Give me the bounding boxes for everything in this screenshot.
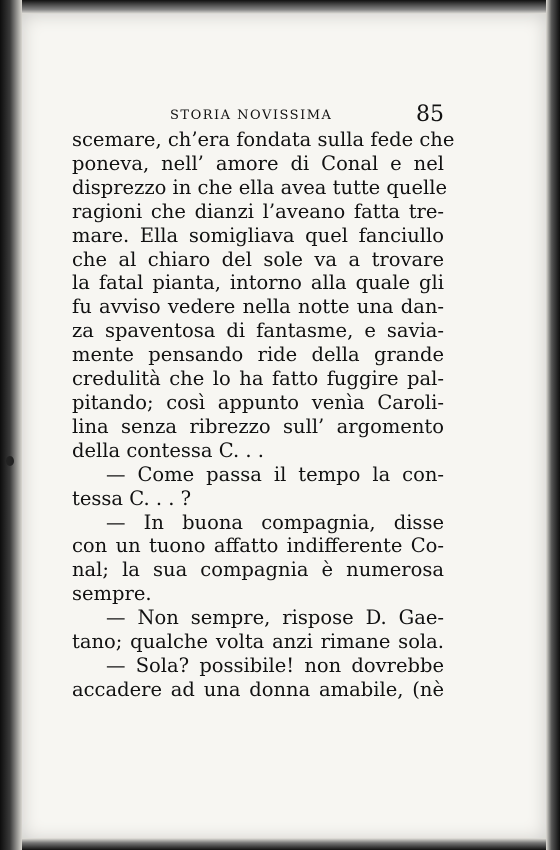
text-line: za spaventosa di fantasme, e savia-: [72, 319, 444, 343]
text-line: con un tuono affatto indifferente Co-: [72, 534, 444, 558]
scan-bottom-edge: [0, 838, 560, 850]
text-line: nal; la sua compagnia è numerosa: [72, 558, 444, 582]
scan-left-edge: [0, 0, 22, 850]
body-text: [72, 128, 455, 702]
ink-speck: [6, 456, 14, 466]
text-line: credulità che lo ha fatto fuggire pal-: [72, 367, 444, 391]
text-line: sempre.: [72, 582, 152, 606]
text-line: poneva, nell’ amore di Conal e nel: [72, 151, 444, 175]
text-line: della contessa C. . .: [72, 438, 264, 462]
text-line: che al chiaro del sole va a trovare: [72, 247, 444, 271]
running-head: STORIA NOVISSIMA: [170, 108, 333, 123]
text-line: la fatal pianta, intorno alla quale gli: [72, 271, 444, 295]
text-line: fu avviso vedere nella notte una dan-: [72, 295, 444, 319]
text-line: ragioni che dianzi l’aveano fatta tre-: [72, 199, 444, 223]
text-line: scemare, ch’era fondata sulla fede che: [72, 128, 455, 151]
text-line: — Come passa il tempo la con-: [106, 462, 444, 486]
text-line: tano; qualche volta anzi rimane sola.: [72, 630, 444, 654]
text-line: — Sola? possibile! non dovrebbe: [106, 653, 444, 677]
scan-right-edge: [546, 0, 560, 850]
text-line: lina senza ribrezzo sull’ argomento: [72, 414, 444, 438]
text-line: — Non sempre, rispose D. Gae-: [106, 606, 444, 630]
text-line: mente pensando ride della grande: [72, 343, 444, 367]
text-line: tessa C. . . ?: [72, 486, 192, 510]
text-line: accadere ad una donna amabile, (nè: [72, 677, 444, 701]
scan-top-edge: [0, 0, 560, 14]
page-number: 85: [416, 102, 444, 127]
text-line: disprezzo in che ella avea tutte quelle: [72, 175, 448, 199]
text-line: mare. Ella somigliava quel fanciullo: [72, 223, 444, 247]
page-header: [170, 104, 444, 130]
text-line: — In buona compagnia, disse: [106, 510, 444, 534]
text-line: pitando; così appunto venìa Caroli-: [72, 390, 444, 414]
